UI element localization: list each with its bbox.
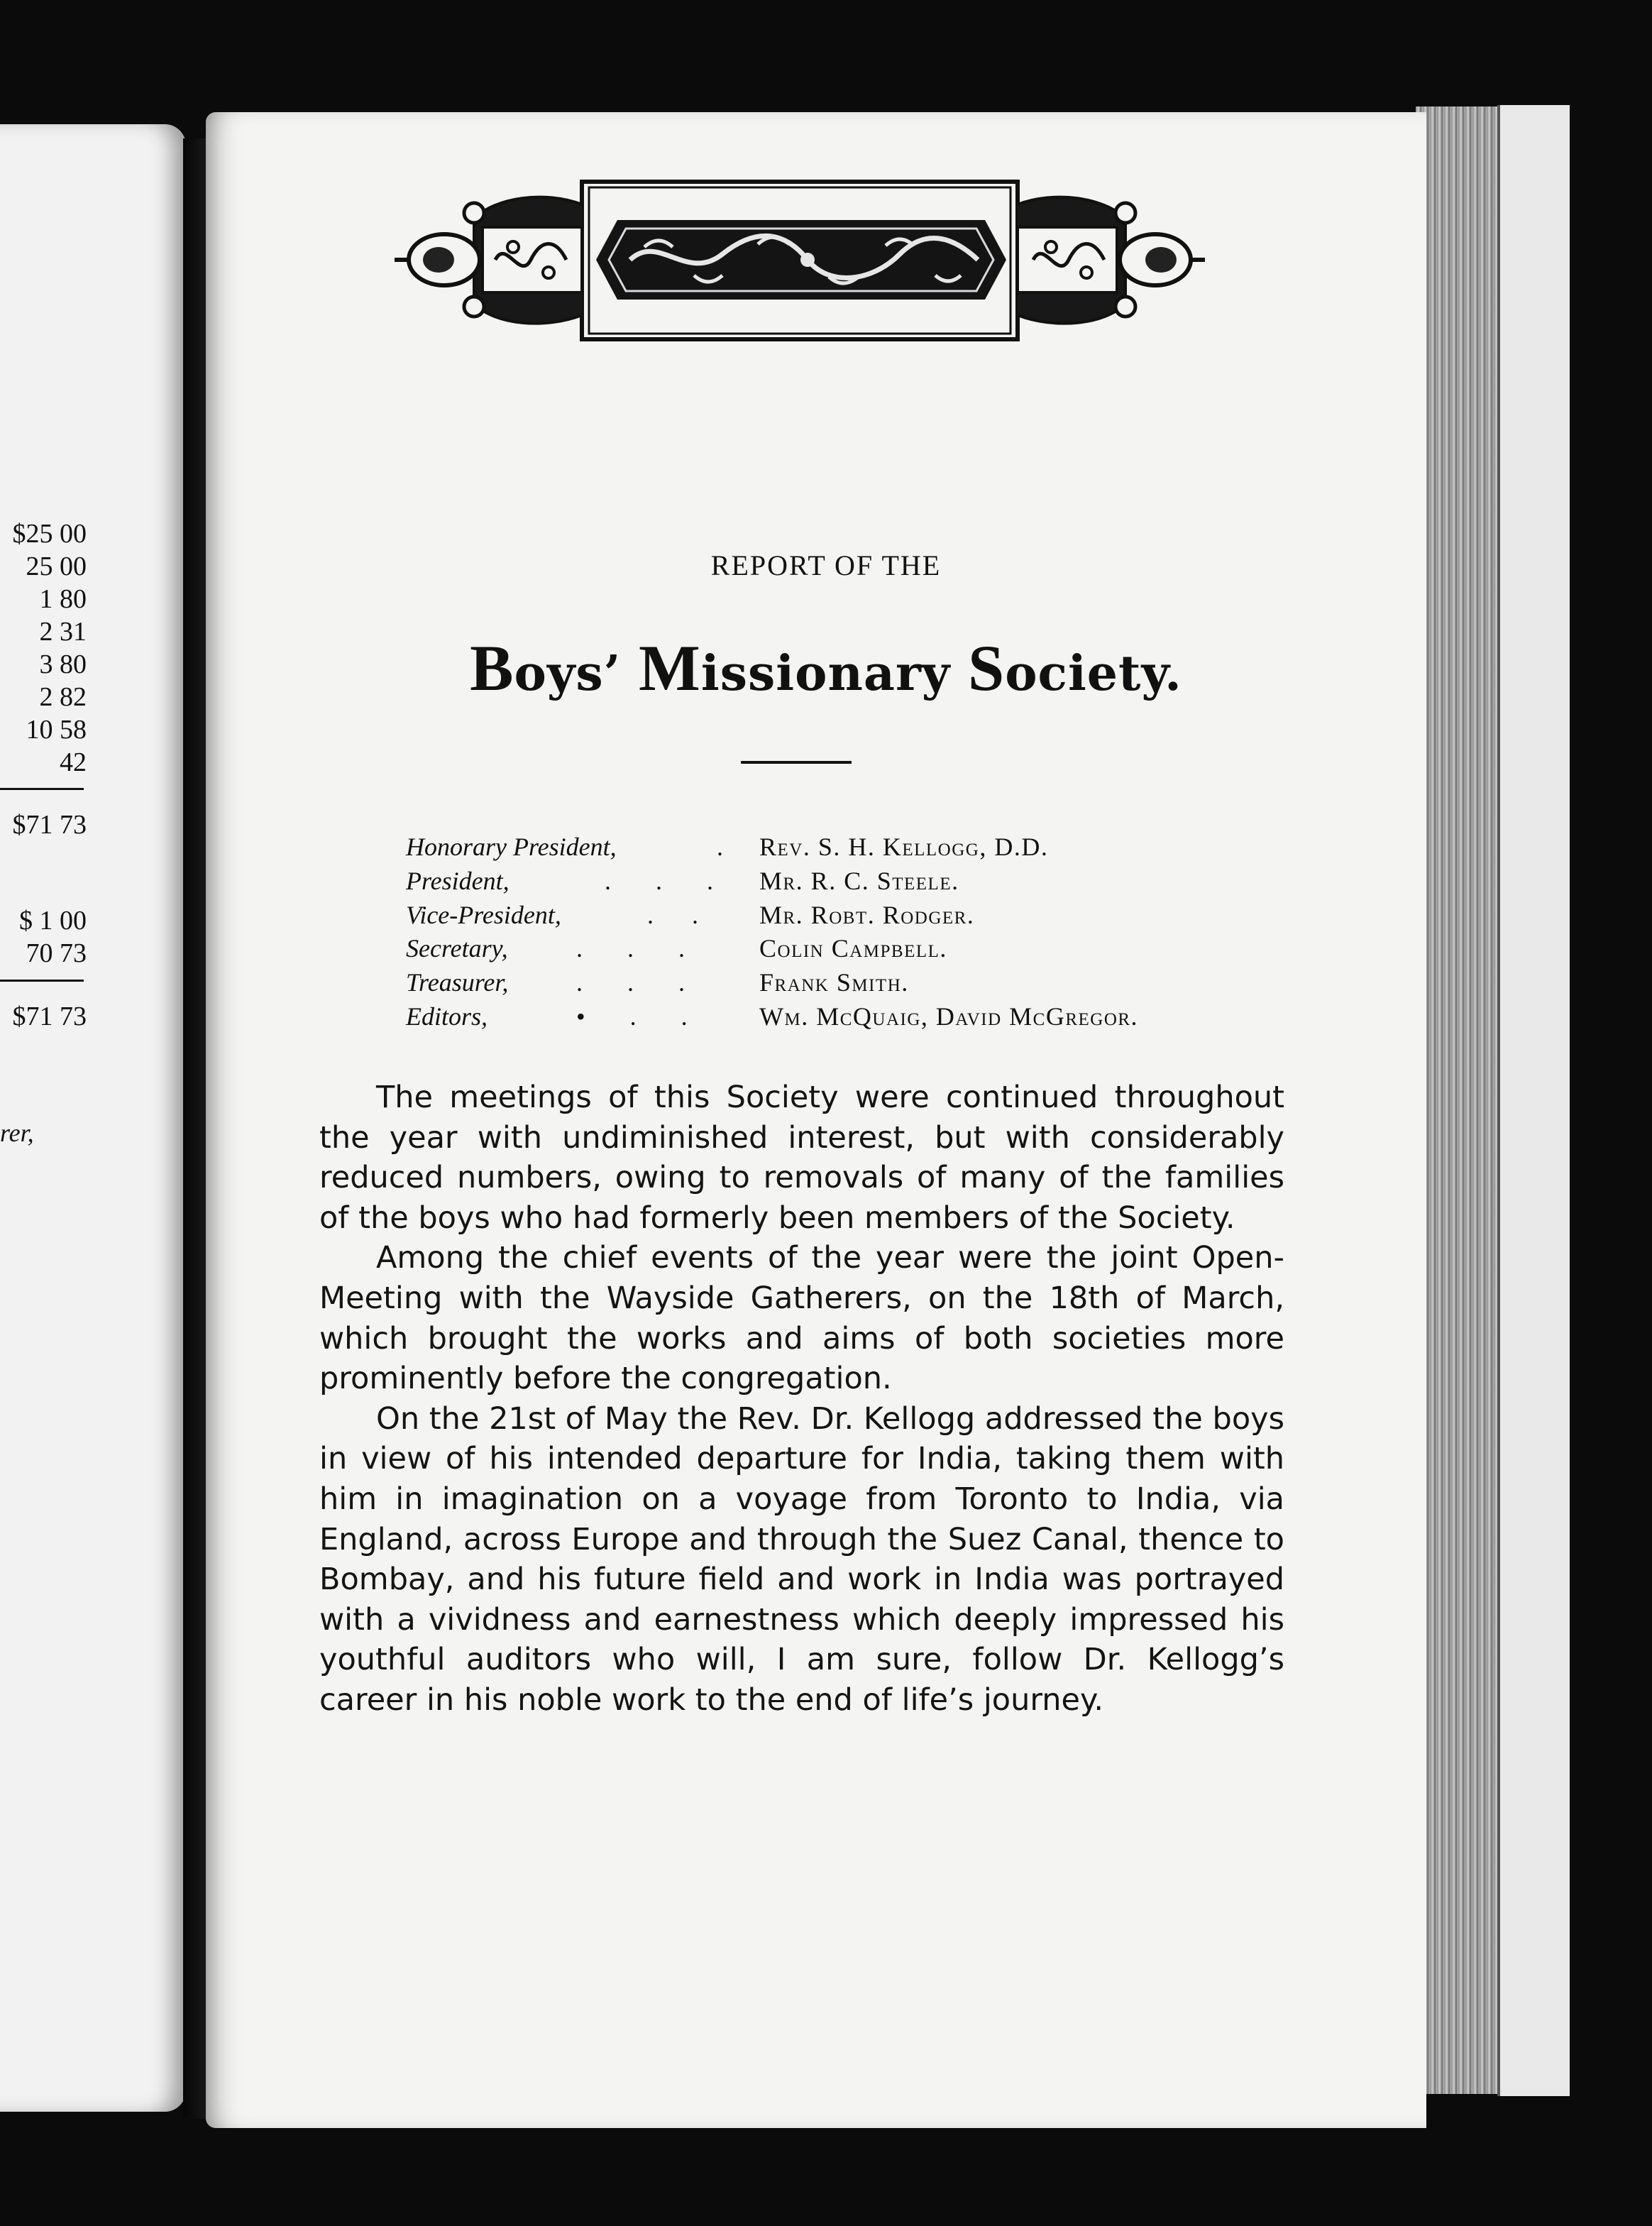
title-word: issionary	[700, 645, 951, 702]
amount-line: 2 82	[39, 682, 87, 712]
leader-dots: . . .	[605, 866, 713, 895]
leader-dots: . .	[647, 900, 698, 929]
sum-rule	[0, 788, 84, 790]
left-word-fragment: rer,	[0, 1119, 34, 1147]
leader-dots: . . .	[576, 968, 685, 997]
amount-line: 10 58	[26, 715, 87, 745]
title-divider	[741, 761, 852, 764]
officer-role: President,	[406, 866, 510, 895]
officer-name: Wm. McQuaig, David McGregor.	[759, 1002, 1139, 1031]
paragraph: Among the chief events of the year were the joint Open-Meeting with the Wayside Gatherers, on the 18th of March, which brought the works and aims of both societies more prominently before the congregation.	[319, 1240, 1284, 1397]
amount-line: 2 31	[39, 617, 87, 647]
officer-row	[406, 933, 1293, 967]
amount-line: $25 00	[12, 519, 87, 549]
amount-line: 1 80	[39, 584, 87, 614]
leader-dots: • . .	[576, 1002, 688, 1031]
leader-dots: . . .	[576, 934, 685, 963]
report-body	[319, 1078, 1284, 1721]
amount-line: $ 1 00	[19, 906, 87, 936]
officer-name: Mr. R. C. Steele.	[759, 866, 959, 895]
amount-line: 70 73	[26, 938, 87, 968]
amount-line: 25 00	[26, 552, 87, 581]
society-title	[0, 630, 1652, 706]
officer-role: Secretary,	[406, 934, 508, 963]
amount-line: 42	[60, 747, 87, 777]
header-ornament	[389, 176, 1211, 344]
officer-name: Colin Campbell.	[759, 934, 947, 963]
title-word: oys’	[514, 645, 622, 702]
officer-name: Rev. S. H. Kellogg, D.D.	[759, 833, 1049, 861]
officer-row	[406, 1002, 1293, 1036]
paragraph: The meetings of this Society were continued throughout the year with undiminished interest, but with considerably reduced numbers, owing to removals of many of the families of the boys who had formerly been members of the Society.	[319, 1080, 1284, 1236]
officer-role: Honorary President,	[406, 833, 617, 861]
officer-row	[406, 900, 1293, 934]
officer-row	[406, 967, 1293, 1002]
title-word: ociety.	[1005, 645, 1182, 702]
officer-name: Mr. Robt. Rodger.	[759, 900, 975, 929]
amount-line: 3 80	[39, 649, 87, 679]
report-heading: REPORT OF THE	[710, 549, 942, 581]
total-line: $71 73	[12, 1002, 87, 1031]
page-edge-outer	[1497, 105, 1570, 2096]
officers-list	[406, 832, 1293, 1036]
title-initial: M	[639, 632, 701, 704]
left-page-fragment	[0, 124, 186, 2112]
officer-row	[406, 832, 1293, 866]
officer-role: Treasurer,	[406, 968, 509, 997]
officer-role: Vice-President,	[406, 900, 561, 929]
paragraph: On the 21st of May the Rev. Dr. Kellogg addressed the boys in view of his intended departure for India, taking them with him in imagination on a voyage from Toronto to India, via England, across Europe and through the Suez Canal, thence to Bombay, and his future field and work in India was portrayed with a vividness and earnestness which deeply impressed his youthful auditors who will, I am sure, follow Dr. Kellogg’s career in his noble work to the end of life’s journey.	[319, 1400, 1284, 1718]
sum-rule	[0, 980, 84, 982]
leader-dots: .	[717, 833, 723, 861]
subtotal-line: $71 73	[12, 810, 87, 840]
officer-role: Editors,	[406, 1002, 488, 1031]
officer-row	[406, 866, 1293, 900]
title-initial: S	[968, 632, 1006, 704]
officer-name: Frank Smith.	[759, 968, 909, 997]
title-initial: B	[470, 632, 514, 704]
